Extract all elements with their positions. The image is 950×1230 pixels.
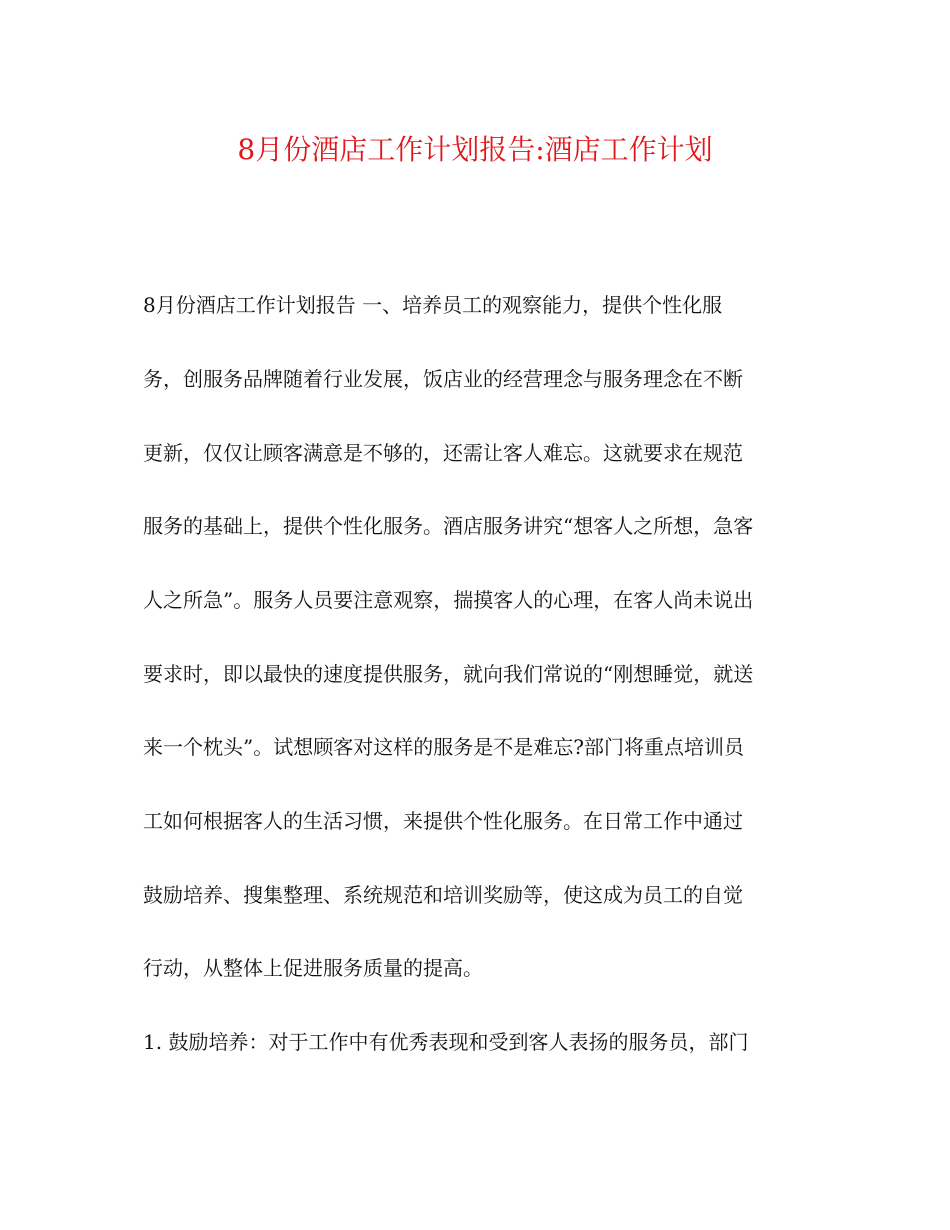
body-line: 来一个枕头”。试想顾客对这样的服务是不是难忘?部门将重点培训员 (143, 735, 744, 759)
body-line: 更新，仅仅让顾客满意是不够的，还需让客人难忘。这就要求在规范 (143, 441, 743, 465)
body-line: 服务的基础上，提供个性化服务。酒店服务讲究“想客人之所想，急客 (143, 514, 754, 538)
document-title: 8月份酒店工作计划报告:酒店工作计划 (237, 133, 713, 166)
body-line: 要求时，即以最快的速度提供服务，就向我们常说的“刚想睡觉，就送 (143, 662, 754, 686)
body-line: 务，创服务品牌随着行业发展，饭店业的经营理念与服务理念在不断 (143, 367, 743, 391)
body-line: 鼓励培养、搜集整理、系统规范和培训奖励等，使这成为员工的自觉 (143, 883, 743, 907)
body-line: 工如何根据客人的生活习惯，来提供个性化服务。在日常工作中通过 (143, 809, 743, 833)
body-line: 8月份酒店工作计划报告 一、培养员工的观察能力，提供个性化服 (143, 293, 723, 317)
body-line: 1. 鼓励培养：对于工作中有优秀表现和受到客人表扬的服务员，部门 (143, 1030, 749, 1054)
body-line: 行动，从整体上促进服务质量的提高。 (143, 956, 483, 980)
body-line: 人之所急”。服务人员要注意观察，揣摸客人的心理，在客人尚未说出 (143, 588, 754, 612)
